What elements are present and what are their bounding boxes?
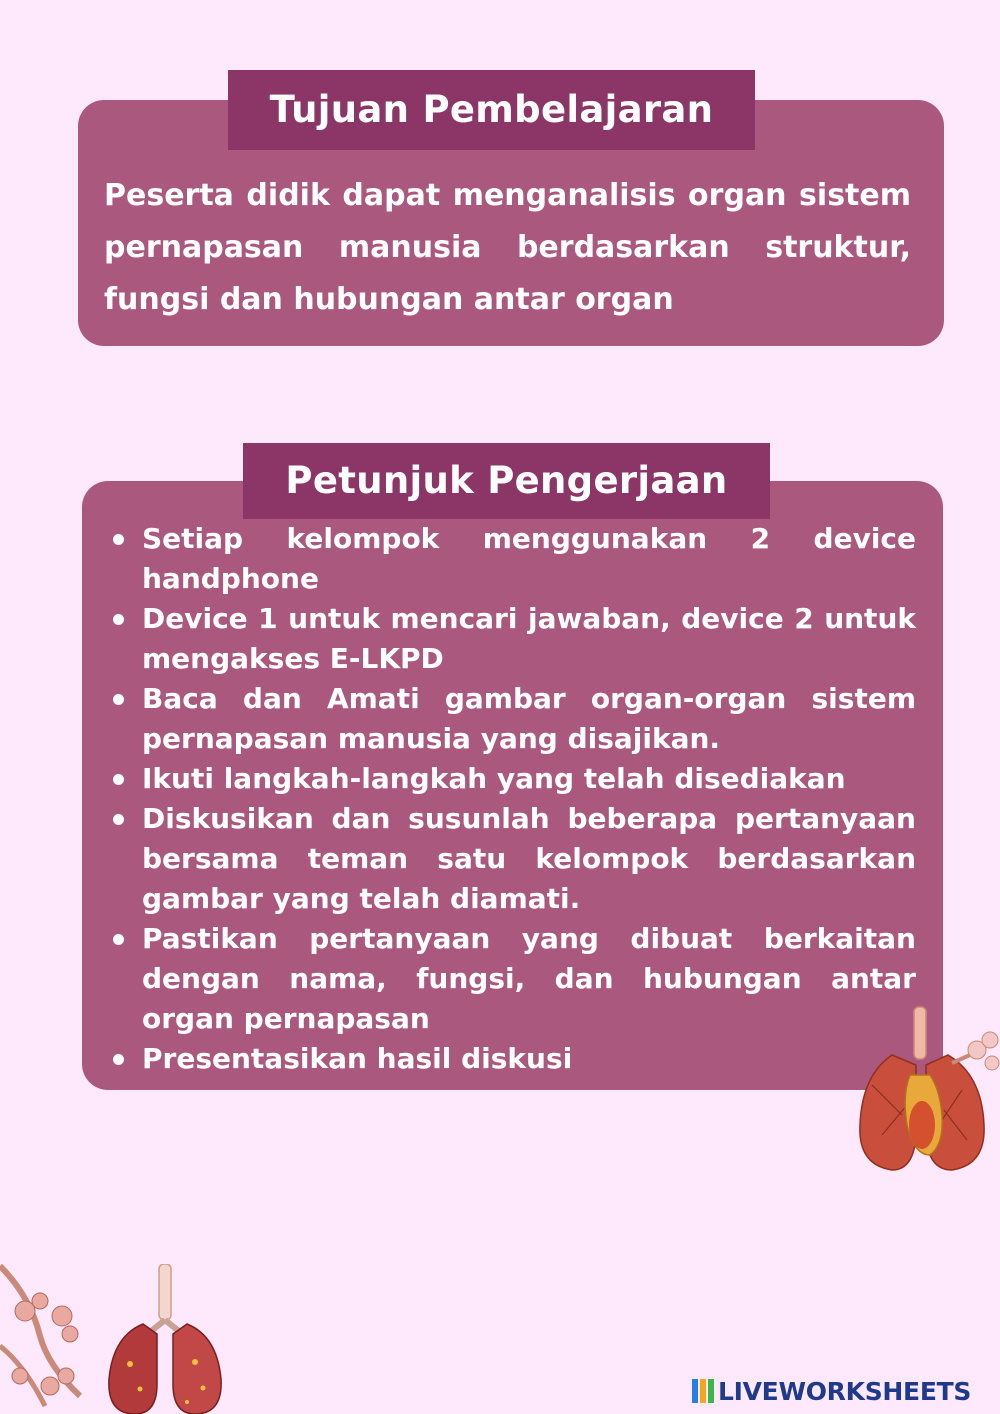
liveworksheets-logo	[692, 1379, 714, 1403]
list-item: Device 1 untuk mencari jawaban, device 2 untuk mengakses E-LKPD	[110, 599, 916, 679]
bullet-icon	[113, 774, 124, 785]
bullet-icon	[113, 934, 124, 945]
goal-title: Tujuan Pembelajaran	[228, 70, 755, 150]
list-item: Setiap kelompok menggunakan 2 device handphone	[110, 519, 916, 599]
instructions-title: Petunjuk Pengerjaan	[243, 443, 770, 519]
goal-text: Peserta didik dapat menganalisis organ sistem pernapasan manusia berdasarkan struktur, fungsi dan hubungan antar organ	[104, 178, 911, 317]
bullet-icon	[113, 534, 124, 545]
list-item: Presentasikan hasil diskusi	[110, 1039, 916, 1079]
bullet-icon	[113, 694, 124, 705]
instructions-list	[110, 519, 916, 1079]
list-item: Diskusikan dan susunlah beberapa pertanyaan bersama teman satu kelompok berdasarkan gambar yang telah diamati.	[110, 799, 916, 919]
bullet-icon	[113, 1054, 124, 1065]
brand-footer	[692, 1374, 971, 1408]
bullet-icon	[113, 814, 124, 825]
list-item: Pastikan pertanyaan yang dibuat berkaitan dengan nama, fungsi, dan hubungan antar organ pernapasan	[110, 919, 916, 1039]
list-item: Baca dan Amati gambar organ-organ sistem pernapasan manusia yang disajikan.	[110, 679, 916, 759]
lungs-heart-illustration	[852, 1005, 1000, 1175]
bullet-icon	[113, 614, 124, 625]
brand-name: LIVEWORKSHEETS	[718, 1376, 972, 1406]
list-item: Ikuti langkah-langkah yang telah disediakan	[110, 759, 916, 799]
lungs-illustration	[95, 1264, 235, 1414]
alveoli-illustration	[0, 1256, 95, 1414]
